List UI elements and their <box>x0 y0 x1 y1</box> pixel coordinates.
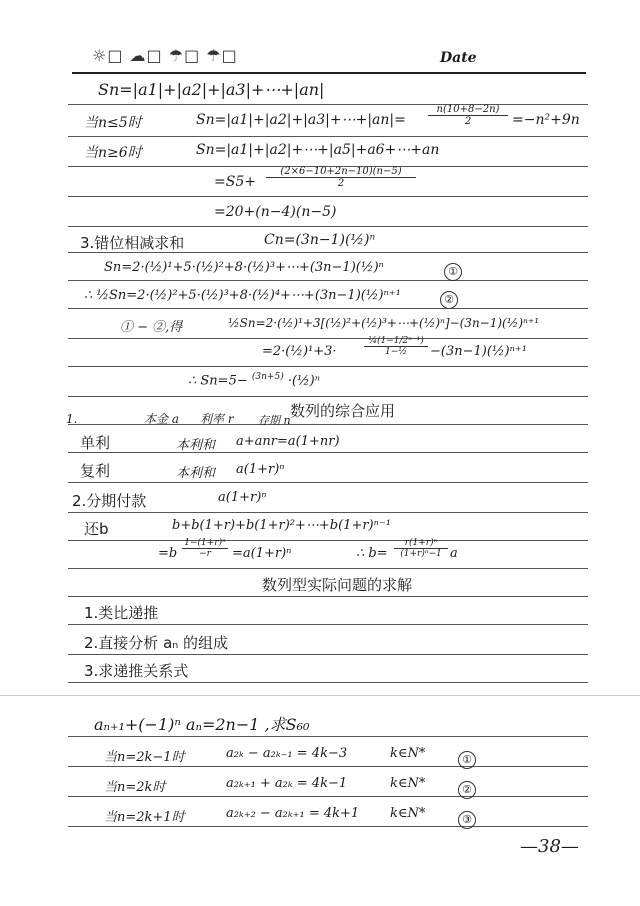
formula-line <box>262 344 337 359</box>
condition-text: 当n≤5时 <box>84 115 142 131</box>
formula-text: Sn=2·(½)¹+5·(½)²+8·(½)³+⋯+(3n−1)(½)ⁿ <box>104 260 384 275</box>
ruled-line <box>68 796 588 797</box>
fraction-denominator: 2 <box>337 178 345 189</box>
ruled-line <box>68 196 588 197</box>
case-set: k∈N* <box>390 806 426 821</box>
section-title: 2.分期付款 <box>72 492 147 510</box>
formula-text: ∴ Sn=5− <box>188 373 248 389</box>
ruled-line <box>68 396 588 397</box>
fraction <box>428 104 508 127</box>
fraction-denominator: −r <box>199 549 211 559</box>
item-number: 1. <box>66 412 78 426</box>
section-heading: 数列型实际问题的求解 <box>262 576 413 594</box>
date-label: Date <box>440 50 477 66</box>
page-fold-line <box>0 695 640 696</box>
equation-mark <box>458 748 476 769</box>
case-formula: a₂ₖ₊₂ − a₂ₖ₊₁ = 4k+1 <box>226 806 360 821</box>
formula-line <box>104 260 384 275</box>
case-condition: 当n=2k+1时 <box>104 810 185 825</box>
equation-mark <box>458 808 476 829</box>
formula-text: =20+(n−4)(n−5) <box>214 204 337 220</box>
formula-text: ∴ b= <box>356 546 388 561</box>
section-title: 3.错位相减求和 <box>80 234 185 252</box>
formula-text: =−n²+9n <box>512 112 580 128</box>
case-formula: a₂ₖ − a₂ₖ₋₁ = 4k−3 <box>226 746 348 761</box>
ruled-line <box>68 596 588 597</box>
circled-number: ② <box>458 781 476 799</box>
fraction-numerator: r(1+r)ⁿ <box>394 538 448 549</box>
condition-text: 当n≥6时 <box>84 145 142 161</box>
formula-text: =S5+ <box>214 174 256 190</box>
fraction-numerator: 1−(1+r)ⁿ <box>182 538 228 549</box>
formula-superscript: (3n+5) <box>251 372 284 382</box>
ruled-line <box>68 568 588 569</box>
weather-icons: ☼□ ☁□ ☂□ ☂□ <box>92 46 238 65</box>
ruled-line <box>68 540 588 541</box>
ruled-line <box>68 766 588 767</box>
ruled-line <box>68 338 588 339</box>
column-label: 本金 a <box>144 412 179 426</box>
formula-line <box>512 112 580 128</box>
ruled-line <box>68 366 588 367</box>
formula-line <box>84 288 401 303</box>
list-item: 2.直接分析 aₙ 的组成 <box>84 634 229 652</box>
ruled-line <box>68 736 588 737</box>
formula-line <box>188 372 320 388</box>
formula-line <box>196 112 406 128</box>
formula-line <box>430 344 527 359</box>
fraction-numerator: ¼(1−1/2ⁿ⁻¹) <box>364 336 428 347</box>
formula-text: a(1+r)ⁿ <box>236 462 285 477</box>
fraction-denominator: 1−½ <box>385 347 407 357</box>
formula-line <box>84 112 142 132</box>
circled-number: ① <box>458 751 476 769</box>
circled-number: ② <box>440 291 458 309</box>
ruled-line <box>68 452 588 453</box>
formula-text: −(3n−1)(½)ⁿ⁺¹ <box>430 344 527 359</box>
formula-line <box>84 142 142 162</box>
list-item: 1.类比递推 <box>84 604 159 622</box>
formula-text: ·(½)ⁿ <box>287 373 320 389</box>
formula-text: =a(1+r)ⁿ <box>232 546 292 561</box>
formula-line <box>196 142 439 158</box>
formula-text: ∴ ½Sn=2·(½)²+5·(½)³+8·(½)⁴+⋯+(3n−1)(½)ⁿ⁺¹ <box>84 288 401 303</box>
formula-text: Sn=|a1|+|a2|+|a3|+⋯+|an|= <box>196 112 406 128</box>
ruled-line <box>68 482 588 483</box>
fraction-numerator: n(10+8−2n) <box>428 104 508 116</box>
section-heading: 数列的综合应用 <box>290 402 396 420</box>
ruled-line <box>68 654 588 655</box>
formula-line <box>214 204 336 220</box>
formula-text: Cn=(3n−1)(½)ⁿ <box>264 232 376 248</box>
fraction <box>182 538 228 559</box>
compound-interest-label: 复利 <box>80 462 111 480</box>
formula-text: a+anr=a(1+nr) <box>236 434 340 449</box>
case-condition: 当n=2k−1时 <box>104 750 185 765</box>
fraction-denominator: (1+r)ⁿ−1 <box>400 549 442 559</box>
fraction <box>266 166 416 189</box>
case-set: k∈N* <box>390 746 426 761</box>
step-label: ① − ②,得 <box>120 320 183 335</box>
case-condition: 当n=2k时 <box>104 780 166 795</box>
ruled-line <box>68 308 588 309</box>
formula-text: b+b(1+r)+b(1+r)²+⋯+b(1+r)ⁿ⁻¹ <box>172 518 391 533</box>
ruled-line <box>68 682 588 683</box>
formula-text: a(1+r)ⁿ <box>218 490 267 505</box>
formula-text: Sn=|a1|+|a2|+|a3|+⋯+|an| <box>98 80 325 99</box>
formula-text: ½Sn=2·(½)¹+3[(½)²+(½)³+⋯+(½)ⁿ]−(3n−1)(½)ⁿ⁺¹ <box>228 316 540 330</box>
formula-line <box>98 80 324 99</box>
formula-line <box>264 232 375 248</box>
ruled-line <box>68 226 588 227</box>
repay-label: 还b <box>84 520 109 538</box>
equation-mark <box>458 778 476 799</box>
formula-text: Sn=|a1|+|a2|+⋯+|a5|+a6+⋯+an <box>196 142 440 158</box>
formula-text: =b <box>158 546 178 561</box>
ruled-line <box>68 512 588 513</box>
row-text: 本利和 <box>176 438 216 453</box>
ruled-line <box>68 280 588 281</box>
circled-number: ① <box>444 263 462 281</box>
fraction-numerator: (2×6−10+2n−10)(n−5) <box>266 166 416 178</box>
column-label: 利率 r <box>200 412 234 426</box>
list-item: 3.求递推关系式 <box>84 662 189 680</box>
row-text: 本利和 <box>176 466 216 481</box>
problem-statement: aₙ₊₁+(−1)ⁿ aₙ=2n−1 ,求S₆₀ <box>94 715 310 734</box>
column-label: 存期 n <box>258 414 291 427</box>
fraction <box>394 538 448 559</box>
formula-line <box>214 174 256 190</box>
simple-interest-label: 单利 <box>80 434 111 452</box>
equation-mark <box>440 288 458 309</box>
header-rule <box>72 72 586 74</box>
formula-text: =2·(½)¹+3· <box>262 344 337 359</box>
formula-line <box>228 316 539 330</box>
equation-mark <box>444 260 462 281</box>
page-number: —38— <box>520 836 579 857</box>
circled-number: ③ <box>458 811 476 829</box>
ruled-line <box>68 826 588 827</box>
fraction-denominator: 2 <box>464 116 472 127</box>
fraction <box>364 336 428 357</box>
ruled-line <box>68 136 588 137</box>
case-set: k∈N* <box>390 776 426 791</box>
formula-line <box>120 316 182 335</box>
case-formula: a₂ₖ₊₁ + a₂ₖ = 4k−1 <box>226 776 348 791</box>
ruled-line <box>68 104 588 105</box>
ruled-line <box>68 624 588 625</box>
formula-text: a <box>450 546 458 561</box>
